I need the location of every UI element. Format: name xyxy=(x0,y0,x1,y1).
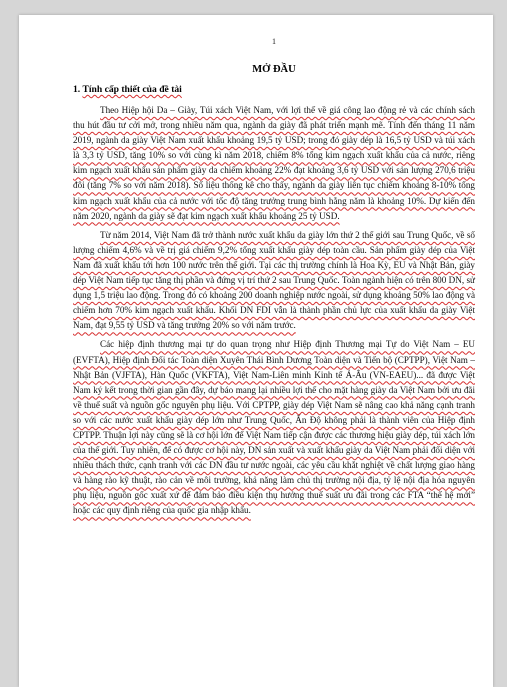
document-body[interactable] xyxy=(73,103,475,523)
section-heading-text: Tính cấp thiết của đề tài xyxy=(82,84,182,95)
paragraph-2[interactable]: Từ năm 2014, Việt Nam đã trở thành nước xuất khẩu da giày lớn thứ 2 thế giới sau Trung Quốc, về số lượng chiếm 4,6% và về trị giá chiếm 9,2% tổng xuất khẩu giày dép toàn cầu. Sản phẩm giày dép của Việt Nam đã xuất khẩu tới hơn 100 nước trên thế giới. Tại các thị trường chính là Hoa Kỳ, EU và Nhật Bản, giày dép Việt Nam tiếp tục tăng thị phần và đứng vị trí thứ 2 sau Trung Quốc. Toàn ngành hiện có trên 800 DN, sử dụng 1,5 triệu lao động. Trong đó có khoảng 200 doanh nghiệp nước ngoài, sử dụng khoảng 50% lao động và chiếm hơn 70% kim ngạch xuất khẩu. Khối DN FDI vẫn là thành phần chủ lực của xuất khẩu da giày Việt Nam, đạt 9,55 tỷ USD và tăng trưởng 20% so với năm trước. xyxy=(73,229,475,331)
page-number: 1 xyxy=(272,37,276,46)
paragraph-1[interactable]: Theo Hiệp hội Da – Giày, Túi xách Việt Nam, với lợi thế về giá công lao động rẻ và các chính sách thu hút đầu tư cởi mở, trong nhiều năm qua, ngành da giày đã phát triển mạnh mẽ. Tính đến tháng 11 năm 2019, ngành da giày Việt Nam xuất khẩu khoảng 19,5 tỷ USD; trong đó giày dép là 16,5 tỷ USD và túi xách là 3,3 tỷ USD, tăng 10% so với cùng kì năm 2018, chiếm 8% tổng kim ngạch xuất khẩu của cả nước, riêng kim ngạch xuất khẩu sản phẩm giày da chiếm khoảng 22% đạt khoảng 3,6 tỷ USD với sản lượng 270,6 triệu đôi (tăng 7% so với năm 2018). Số liệu thống kê cho thấy, ngành da giày liên tục chiếm khoảng 8-10% tổng kim ngạch xuất khẩu của cả nước với tốc độ tăng trưởng trung bình hằng năm là khoảng 10%. Dự kiến đến năm 2020, ngành da giày sẽ đạt kim ngạch xuất khẩu khoảng 25 tỷ USD. xyxy=(73,105,475,221)
document-page xyxy=(19,15,493,687)
document-title: MỞ ĐẦU xyxy=(252,64,296,75)
section-heading-number: 1. xyxy=(73,84,81,95)
section-heading xyxy=(73,84,475,95)
paragraph-3[interactable]: Các hiệp định thương mại tự do quan trọng như Hiệp định Thương mại Tự do Việt Nam – EU (EVFTA), Hiệp định Đối tác Toàn diện Xuyên Thái Bình Dương Toàn diện và Tiến bộ (CPTPP), Việt Nam – Nhật Bản (VJFTA), Hàn Quốc (VKFTA), Việt Nam-Liên minh Kinh tế Á-Âu (VN-EAEU)... đã được Việt Nam ký kết trong thời gian gần đây, dự báo mang lại nhiều lợi thế cho mặt hàng giày da Việt Nam bởi ưu đãi về thuế suất và nguồn gốc nguyên phụ liệu. Với CPTPP, giày dép Việt Nam sẽ nâng cao khả năng cạnh tranh so với các nước xuất khẩu giày dép lớn như Trung Quốc, Ấn Độ không phải là thành viên của Hiệp định CPTPP. Thuận lợi này cũng sẽ là cơ hội lớn để Việt Nam tiếp cận được các thương hiệu giày dép, túi xách lớn của thế giới. Tuy nhiên, để có được cơ hội này, DN sản xuất và xuất khẩu giày da Việt Nam phải đối diện với nhiều thách thức, cạnh tranh với các DN đầu tư nước ngoài, các yêu cầu khắt nghiệt về chất lượng giao hàng và hàng rào kỹ thuật, rào cản về môi trường, khả năng làm chủ thị trường nội địa, tỷ lệ nội địa hóa nguyên phụ liệu, nguồn gốc xuất xứ để đảm bảo điều kiện thụ hưởng thuế suất ưu đãi trong các FTA “thế hệ mới” hoặc các quy định riêng của quốc gia nhập khẩu. xyxy=(73,339,475,516)
